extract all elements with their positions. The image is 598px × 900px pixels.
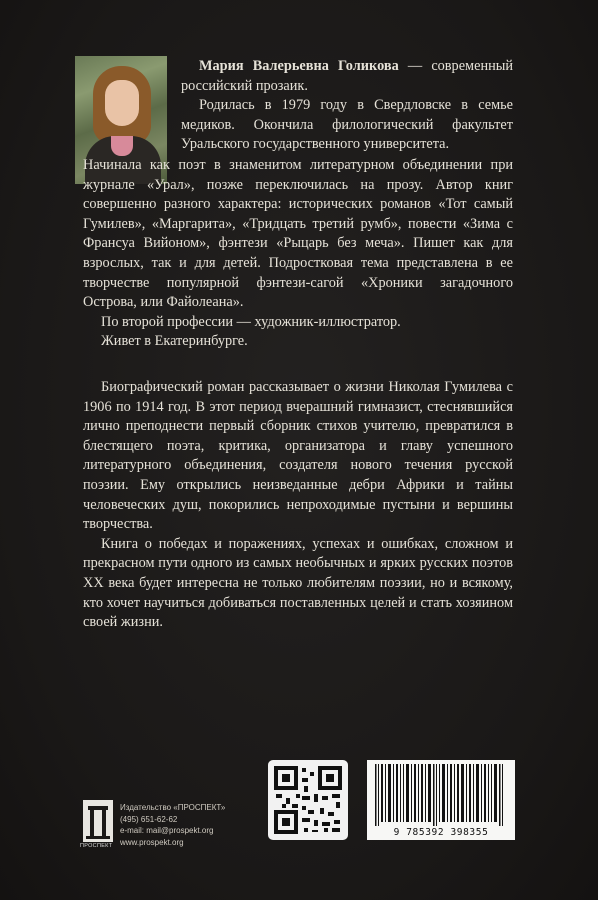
description-paragraph-2: Книга о победах и поражениях, успехах и ошибках, сложном и прекрасном пути одного из самых необычных и ярких русских поэтов XX века будет интересна не только любителям поэзии, но и всякому, кто хочет научиться добиваться поставленных целей и стать хозяином своей жизни. <box>83 535 513 631</box>
barcode-bars <box>367 764 515 830</box>
author-bio-body <box>83 156 513 352</box>
author-works: Начинала как поэт в знаменитом литературном объединении при журнале «Урал», позже переключилась на прозу. Автор книг совершенно разного характера: исторических романов «Тот самый Гумилев», «Маргарита», «Тридцать третий румб», повести «Зима с Франсуа Вийоном», фэнтези «Рыцарь без меча». Пишет как для взрослых, так и для детей. Подростковая тема представлена в ее творчестве популярной фэнтези-сагой «Хроники загадочного Острова, или Файолеана». <box>83 157 513 311</box>
publisher-email: e-mail: mail@prospekt.org <box>120 826 214 835</box>
qr-code-icon <box>268 760 348 840</box>
author-name: Мария Валерьевна Голикова <box>199 58 399 74</box>
isbn-barcode <box>367 760 515 840</box>
qr-code <box>268 760 348 840</box>
photo-collar <box>111 136 133 156</box>
photo-face <box>105 80 139 126</box>
author-bio-intro <box>181 57 513 155</box>
publisher-name: Издательство «ПРОСПЕКТ» <box>120 803 226 812</box>
author-birth: Родилась в 1979 году в Свердловске в семье медиков. Окончила филологический факультет Уральского государственного университета. <box>181 97 513 153</box>
author-profession: По второй профессии — художник-иллюстратор. <box>101 313 401 330</box>
book-description <box>83 378 513 633</box>
publisher-logo <box>83 800 113 842</box>
author-intro-text: — современный российский прозаик. <box>181 58 514 94</box>
publisher-info <box>120 802 225 848</box>
author-residence: Живет в Екатеринбурге. <box>101 333 248 350</box>
publisher-phone: (495) 651-62-62 <box>120 814 178 824</box>
isbn-number: 9 785392 398355 <box>393 827 489 838</box>
publisher-website: www.prospekt.org <box>120 837 184 847</box>
publisher-logo-text: ПРОСПЕКТ <box>80 843 113 849</box>
description-paragraph-1: Биографический роман рассказывает о жизни Николая Гумилева с 1906 по 1914 год. В этот период вчерашний гимназист, стеснявшийся лично преподнести первый сборник стихов учителю, превратился в блестящего поэта, критика, организатора и главу успешного литературного объединения, создателя нового течения русской поэзии. Ему открылись неизведанные дебри Африки и тайны человеческих душ, покорились непроходимые пустыни и вершины творчества. <box>83 379 513 533</box>
